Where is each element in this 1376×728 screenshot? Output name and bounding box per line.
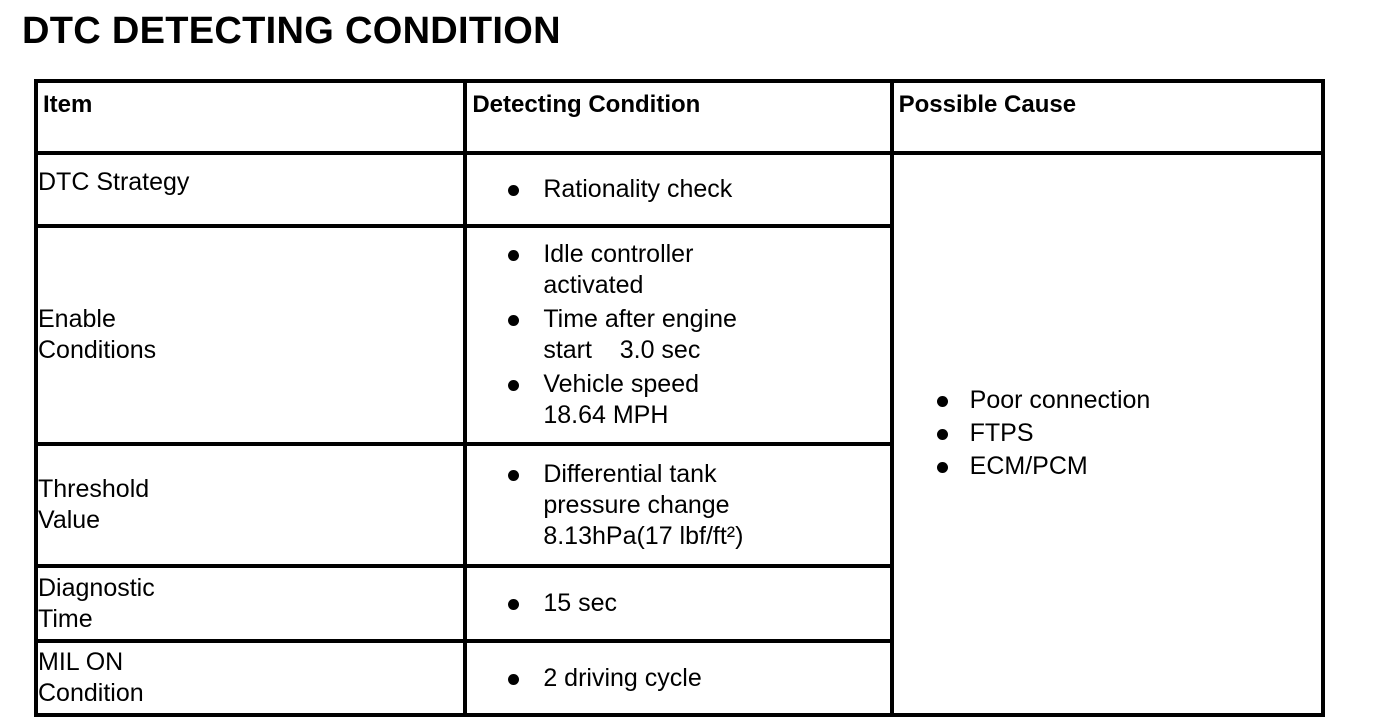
cause-text: FTPS (969, 418, 1034, 447)
condition-cell (465, 444, 891, 566)
list-item (543, 369, 889, 431)
condition-cell (465, 153, 891, 226)
bullet-icon (937, 396, 948, 407)
condition-text: 18.64 MPH (543, 401, 669, 429)
condition-text: Differential tank (543, 459, 717, 488)
item-label: Enable (38, 305, 116, 333)
possible-cause-cell (892, 153, 1323, 715)
list-item (970, 418, 1321, 449)
condition-text: start 3.0 sec (543, 336, 701, 364)
bullet-icon (508, 315, 519, 326)
cause-text: Poor connection (969, 385, 1151, 414)
list-item (543, 459, 889, 552)
list-item (543, 663, 889, 694)
bullet-icon (508, 470, 519, 481)
item-label: Diagnostic (38, 573, 155, 602)
cause-text: ECM/PCM (969, 451, 1088, 480)
item-label: Conditions (38, 336, 157, 364)
bullet-icon (937, 429, 948, 440)
bullet-icon (508, 250, 519, 261)
header-possible-cause: Possible Cause (892, 81, 1323, 153)
condition-cell (465, 641, 891, 715)
bullet-icon (508, 674, 519, 685)
condition-text: 8.13hPa(17 lbf/ft²) (543, 521, 744, 550)
condition-text: Vehicle speed (543, 370, 700, 398)
condition-text: pressure change (543, 490, 730, 519)
item-label: Condition (38, 679, 144, 707)
list-item (543, 239, 889, 301)
bullet-icon (508, 185, 519, 196)
item-cell (36, 153, 465, 226)
condition-text: 15 sec (543, 589, 617, 617)
header-item: Item (36, 81, 465, 153)
condition-text: Rationality check (543, 175, 733, 203)
item-cell (36, 566, 465, 641)
item-label: Value (38, 506, 101, 534)
condition-cell (465, 226, 891, 444)
item-label: MIL ON (38, 648, 124, 676)
list-item (543, 588, 889, 619)
list-item (970, 385, 1321, 416)
item-cell (36, 226, 465, 444)
dtc-condition-table (34, 79, 1325, 717)
bullet-icon (937, 462, 948, 473)
list-item (543, 304, 889, 366)
item-label: DTC Strategy (38, 168, 190, 196)
condition-text: Time after engine (543, 305, 737, 333)
table-row (36, 153, 1323, 226)
item-cell (36, 444, 465, 566)
page-title: DTC DETECTING CONDITION (22, 10, 561, 52)
bullet-icon (508, 380, 519, 391)
condition-text: Idle controller (543, 240, 694, 268)
condition-text: activated (543, 271, 644, 299)
item-cell (36, 641, 465, 715)
bullet-icon (508, 599, 519, 610)
table-header-row (36, 81, 1323, 153)
list-item (970, 451, 1321, 482)
item-label: Threshold (38, 475, 150, 503)
list-item (543, 174, 889, 205)
condition-cell (465, 566, 891, 641)
header-detecting-condition: Detecting Condition (465, 81, 891, 153)
condition-text: 2 driving cycle (543, 663, 702, 692)
item-label: Time (38, 604, 93, 633)
